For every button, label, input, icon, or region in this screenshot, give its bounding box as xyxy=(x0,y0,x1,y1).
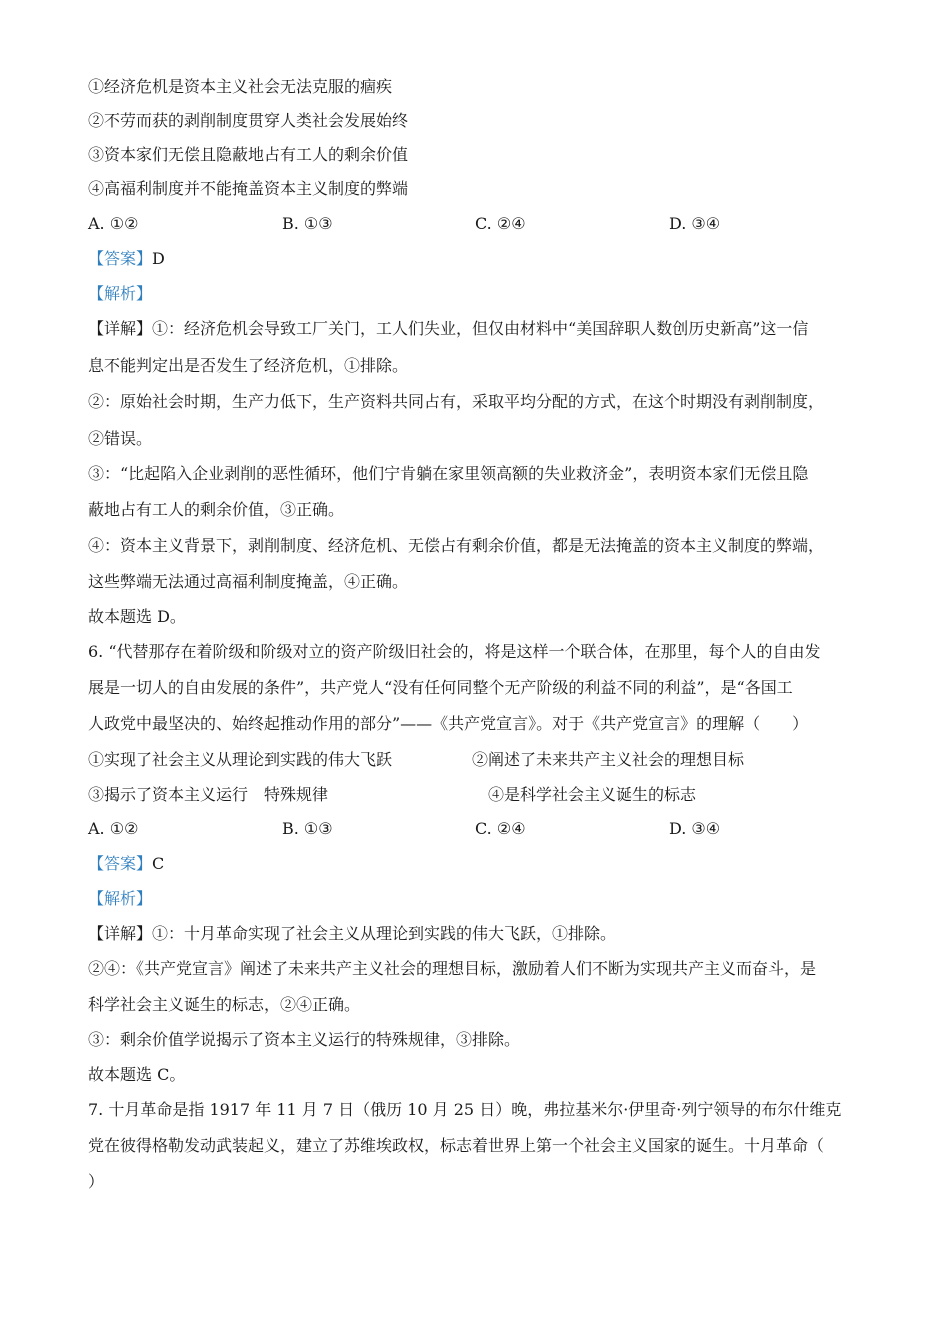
q5-statement-2: ②不劳而获的剥削制度贯穿人类社会发展始终 xyxy=(88,111,409,130)
q6-stem-line-3: 人政党中最坚决的、始终起推动作用的部分”——《共产党宣言》。对于《共产党宣言》的理解（ ） xyxy=(88,714,809,733)
q5-detail-line-1 xyxy=(88,318,808,340)
q5-detail-line-5: ③：“比起陷入企业剥削的恶性循环，他们宁肯躺在家里领高额的失业救济金”，表明资本家们无偿且隐 xyxy=(88,464,809,483)
q5-statement-1: ①经济危机是资本主义社会无法克服的痼疾 xyxy=(88,77,393,96)
q7-stem-line-1: 7. 十月革命是指 1917 年 11 月 7 日（俄历 10 月 25 日）晚，弗拉基米尔·伊里奇·列宁领导的布尔什维克 xyxy=(88,1100,842,1119)
q6-analysis-tag: 【解析】 xyxy=(88,889,153,908)
q5-option-c: C. ②④ xyxy=(475,214,526,233)
q5-option-d: D. ③④ xyxy=(669,214,721,233)
answer-tag: 【答案】 xyxy=(88,854,153,873)
q5-analysis-tag: 【解析】 xyxy=(88,284,153,303)
detail-text: ①：十月革命实现了社会主义从理论到实践的伟大飞跃，①排除。 xyxy=(152,924,617,943)
q7-stem-line-2: 党在彼得格勒发动武装起义，建立了苏维埃政权，标志着世界上第一个社会主义国家的诞生。十月革命（ xyxy=(88,1136,825,1155)
q6-answer xyxy=(88,853,164,875)
answer-value: D xyxy=(152,249,165,268)
detail-tag: 【详解】 xyxy=(88,924,153,943)
q6-statement-4: ④是科学社会主义诞生的标志 xyxy=(488,785,697,804)
detail-tag: 【详解】 xyxy=(88,319,153,338)
q5-statement-4: ④高福利制度并不能掩盖资本主义制度的弊端 xyxy=(88,179,409,198)
q6-option-b: B. ①③ xyxy=(282,819,333,838)
q5-detail-line-2: 息不能判定出是否发生了经济危机，①排除。 xyxy=(88,356,409,375)
q5-detail-line-4: ②错误。 xyxy=(88,429,153,448)
q7-stem-line-3: ） xyxy=(88,1172,105,1191)
q6-detail-line-3: 科学社会主义诞生的标志，②④正确。 xyxy=(88,995,361,1014)
q5-option-b: B. ①③ xyxy=(282,214,333,233)
q5-answer xyxy=(88,248,165,270)
q5-detail-line-8: 这些弊端无法通过高福利制度掩盖，④正确。 xyxy=(88,572,409,591)
q6-stem-line-2: 展是一切人的自由发展的条件”，共产党人“没有任何同整个无产阶级的利益不同的利益”，是“各国工 xyxy=(88,678,793,697)
answer-tag: 【答案】 xyxy=(88,249,153,268)
q6-detail-line-4: ③：剩余价值学说揭示了资本主义运行的特殊规律，③排除。 xyxy=(88,1030,521,1049)
q5-detail-line-6: 蔽地占有工人的剩余价值，③正确。 xyxy=(88,500,345,519)
q6-statement-3: ③揭示了资本主义运行 特殊规律 xyxy=(88,785,329,804)
detail-text: ①：经济危机会导致工厂关门，工人们失业，但仅由材料中“美国辞职人数创历史新高”这一信 xyxy=(152,319,809,338)
answer-value: C xyxy=(152,854,165,873)
q6-statement-2: ②阐述了未来共产主义社会的理想目标 xyxy=(472,750,745,769)
q6-option-c: C. ②④ xyxy=(475,819,526,838)
q6-option-d: D. ③④ xyxy=(669,819,721,838)
q6-detail-line-2: ②④：《共产党宣言》阐述了未来共产主义社会的理想目标，激励着人们不断为实现共产主义而奋斗，是 xyxy=(88,959,817,978)
q6-stem-line-1: 6. “代替那存在着阶级和阶级对立的资产阶级旧社会的，将是这样一个联合体，在那里，每个人的自由发 xyxy=(88,642,821,661)
q6-detail-line-1 xyxy=(88,923,616,945)
q6-statement-1: ①实现了社会主义从理论到实践的伟大飞跃 xyxy=(88,750,393,769)
q5-detail-line-3: ②：原始社会时期，生产力低下，生产资料共同占有，采取平均分配的方式，在这个时期没有剥削制度， xyxy=(88,392,825,411)
q6-option-a: A. ①② xyxy=(88,819,139,838)
q5-conclusion: 故本题选 D。 xyxy=(88,607,186,626)
q5-statement-3: ③资本家们无偿且隐蔽地占有工人的剩余价值 xyxy=(88,145,409,164)
q5-detail-line-7: ④：资本主义背景下，剥削制度、经济危机、无偿占有剩余价值，都是无法掩盖的资本主义制度的弊端， xyxy=(88,536,825,555)
q6-conclusion: 故本题选 C。 xyxy=(88,1065,186,1084)
q5-option-a: A. ①② xyxy=(88,214,139,233)
